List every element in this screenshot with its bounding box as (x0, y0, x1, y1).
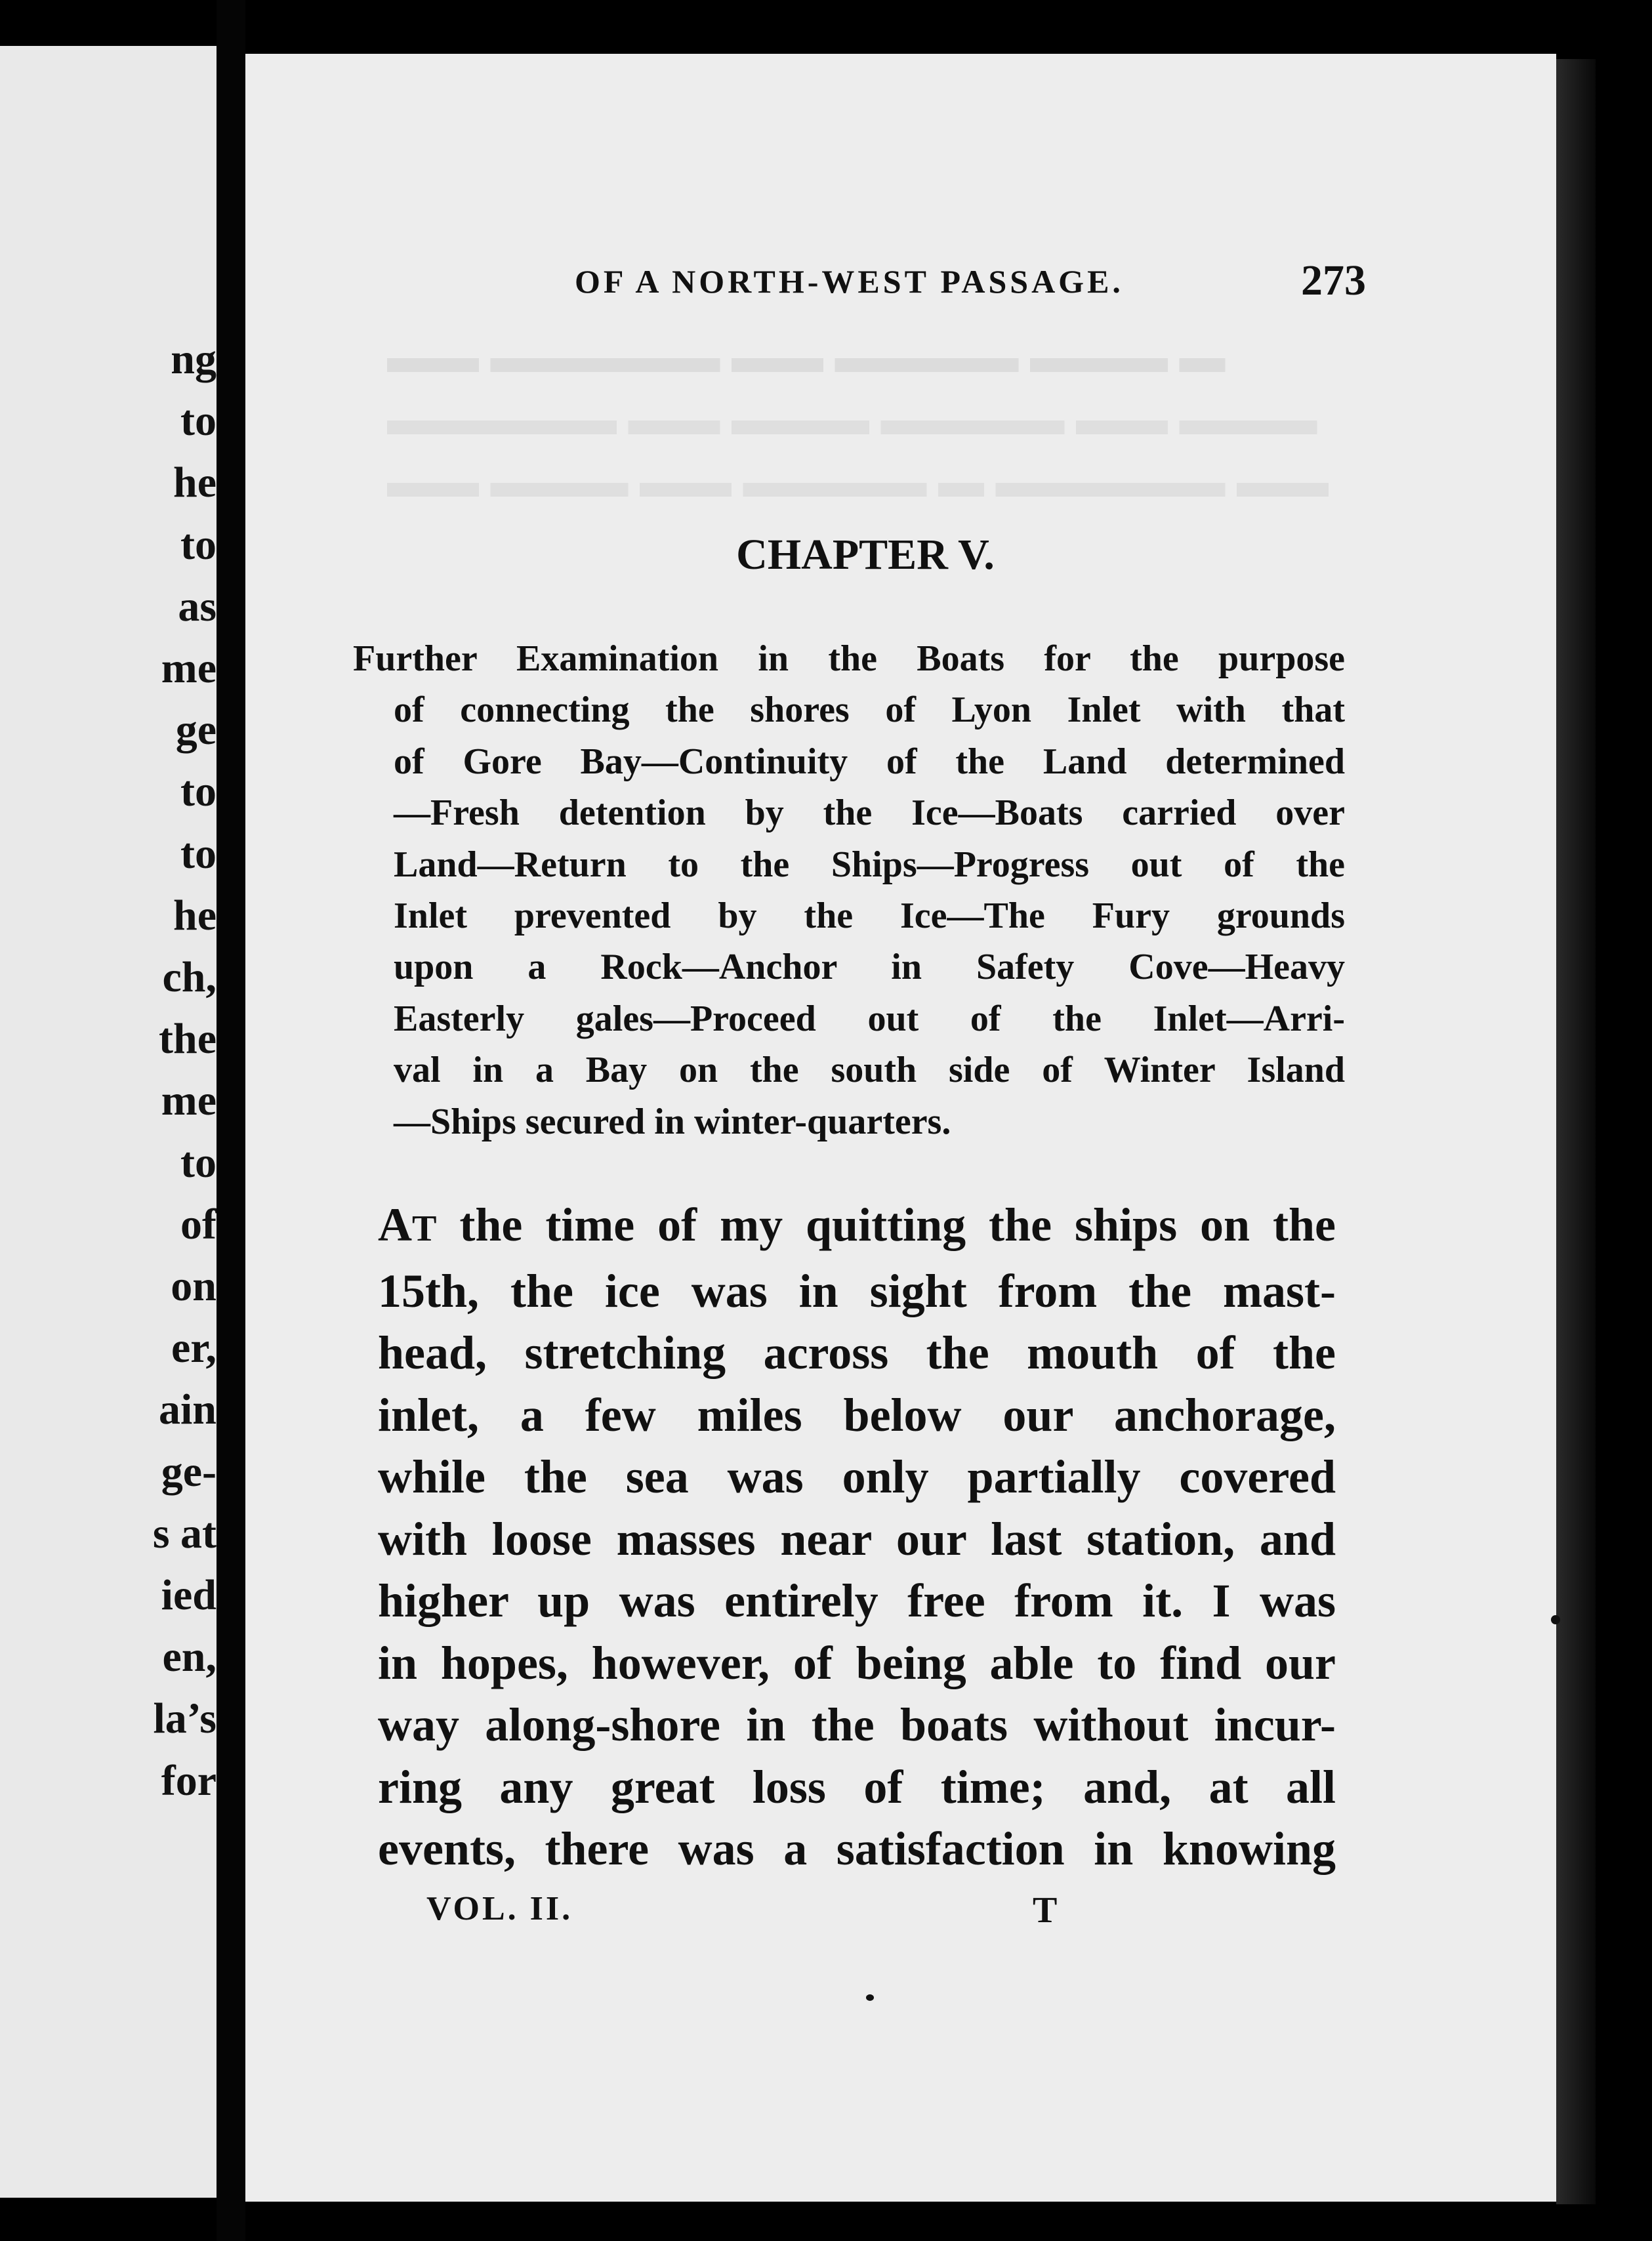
drop-initial: A (378, 1199, 412, 1251)
left-page-line-end: me (161, 1077, 217, 1125)
left-page-line-end: for (161, 1756, 217, 1805)
left-page-line-end: s at (152, 1509, 217, 1557)
left-page-line-end: to (180, 520, 217, 569)
summary-line: val in a Bay on the south side of Winter Island (394, 1050, 1345, 1091)
book-gutter (217, 0, 245, 2241)
summary-line: of Gore Bay—Continuity of the Land determined (394, 741, 1345, 782)
ink-speck (1551, 1615, 1560, 1624)
body-line: higher up was entirely free from it. I was (378, 1574, 1336, 1627)
left-page-line-end: ge- (161, 1447, 217, 1496)
left-page-line-end: la’s (153, 1695, 217, 1743)
left-page-line-end: on (171, 1262, 217, 1310)
left-page-line-end: ied (161, 1571, 217, 1619)
summary-line: Land—Return to the Ships—Progress out of the (394, 844, 1345, 885)
body-line (378, 1194, 1336, 1260)
page-edge-shadow (1556, 59, 1596, 2204)
signature-mark: T (1033, 1890, 1058, 1931)
left-page-line-end: er, (171, 1324, 217, 1372)
left-page-line-end: he (173, 459, 217, 507)
summary-line: upon a Rock—Anchor in Safety Cove—Heavy (394, 947, 1345, 988)
left-page-line-end: ch, (162, 953, 217, 1001)
body-line: with loose masses near our last station, and (378, 1512, 1336, 1565)
small-caps: T (412, 1208, 437, 1249)
show-through-bleed: ▬▬▬ ▬▬ ▬▬▬▬ ▬▬▬ ▬▬ ▬▬▬▬▬ (387, 394, 1317, 445)
adjacent-left-page (0, 46, 217, 2198)
summary-line: —Fresh detention by the Ice—Boats carried over (394, 792, 1345, 834)
volume-marker: VOL. II. (426, 1890, 573, 1927)
chapter-heading: CHAPTER V. (736, 531, 995, 579)
left-page-line-end: en, (162, 1633, 217, 1681)
body-line: inlet, a few miles below our anchorage, (378, 1388, 1336, 1441)
left-page-line-end: ng (171, 335, 217, 383)
left-page-line-end: to (180, 1138, 217, 1187)
left-page-line-end: to (180, 829, 217, 878)
running-head-title: OF A NORTH-WEST PASSAGE. (575, 263, 1124, 300)
body-line: while the sea was only partially covered (378, 1450, 1336, 1503)
body-line: events, there was a satisfaction in knowing (378, 1822, 1336, 1875)
left-page-line-end: ge (175, 706, 217, 754)
left-page-line-end: me (161, 644, 217, 692)
chapter-summary (353, 633, 1345, 1147)
show-through-bleed: ▬▬ ▬▬▬▬▬ ▬ ▬▬▬▬ ▬▬ ▬▬▬ ▬▬ (387, 457, 1329, 507)
running-head (323, 256, 1366, 315)
body-line: in hopes, however, of being able to find our (378, 1636, 1336, 1689)
body-line: 15th, the ice was in sight from the mast- (378, 1264, 1336, 1317)
left-page-line-end: to (180, 768, 217, 816)
summary-line: of connecting the shores of Lyon Inlet with that (394, 689, 1345, 731)
left-page-line-end: ain (158, 1386, 217, 1434)
body-paragraph (378, 1194, 1336, 1880)
left-page-line-end: of (180, 1200, 217, 1248)
left-page-line-end: he (173, 891, 217, 939)
summary-line: Inlet prevented by the Ice—The Fury grounds (394, 895, 1345, 937)
body-line: ring any great loss of time; and, at all (378, 1760, 1336, 1813)
summary-line: —Ships secured in winter-quarters. (394, 1101, 951, 1142)
ink-speck (866, 1994, 874, 2001)
left-page-line-end: to (180, 397, 217, 445)
summary-line: Further Examination in the Boats for the purpose (353, 638, 1345, 679)
left-page-line-end: the (159, 1015, 217, 1063)
left-page-line-end: as (178, 582, 217, 630)
show-through-bleed: ▬ ▬▬▬ ▬▬▬▬ ▬▬ ▬▬▬▬▬ ▬▬ (387, 332, 1226, 382)
page-number: 273 (1301, 257, 1366, 304)
summary-line: Easterly gales—Proceed out of the Inlet—Arri- (394, 998, 1345, 1039)
body-line: way along-shore in the boats without incur- (378, 1698, 1336, 1751)
body-line-text: the time of my quitting the ships on the (436, 1199, 1336, 1251)
body-line: head, stretching across the mouth of the (378, 1326, 1336, 1379)
